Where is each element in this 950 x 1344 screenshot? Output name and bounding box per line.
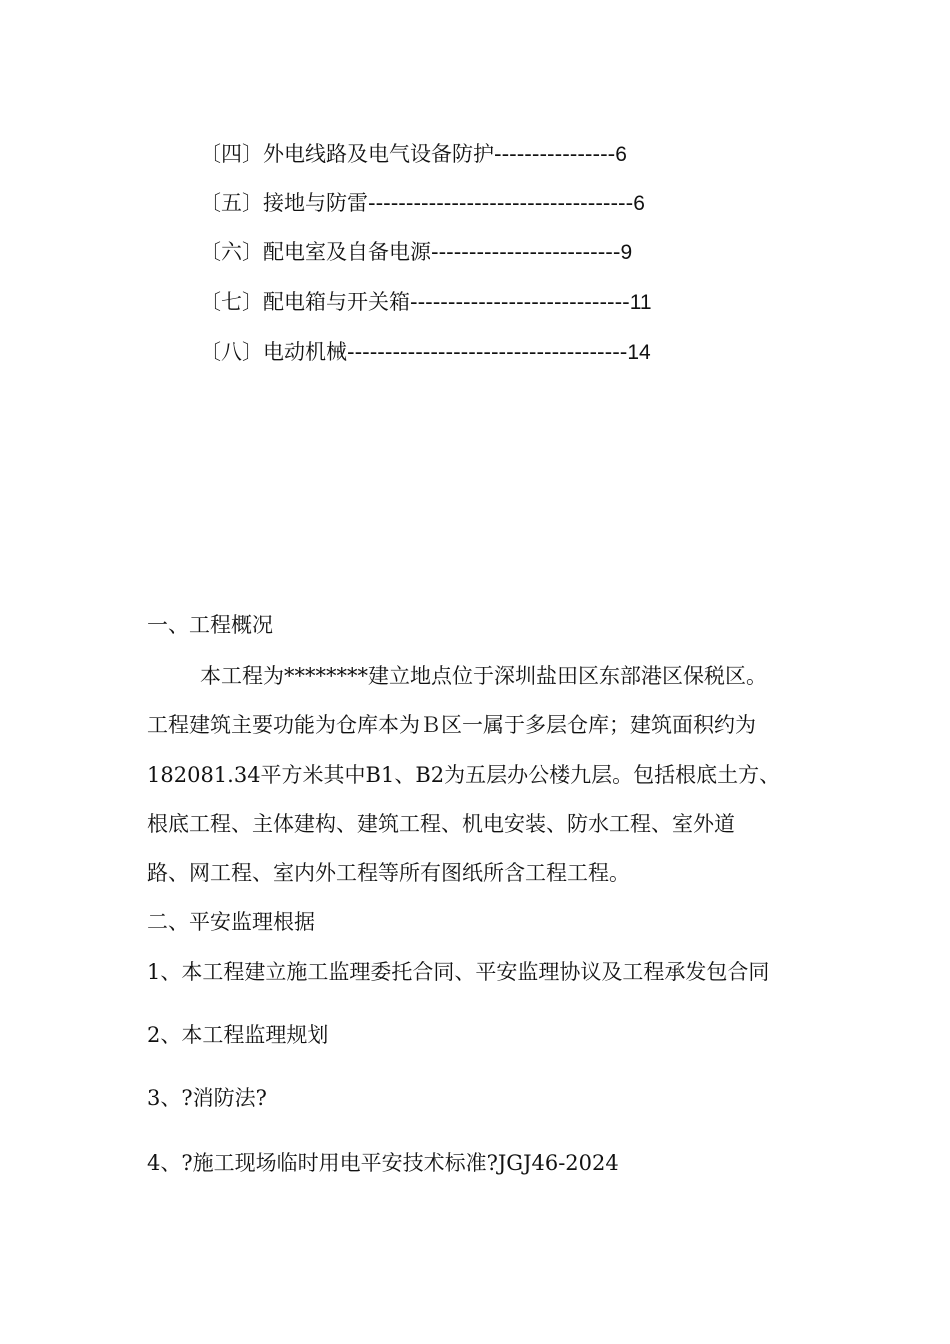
paragraph-line: 根底工程、主体建构、建筑工程、机电安装、防水工程、室外道 [147,812,735,836]
toc-leader: ---------------- [494,142,616,166]
toc-marker: 〔七〕 [200,290,263,314]
toc-page-number: 6 [633,192,645,215]
toc-marker: 〔八〕 [200,340,263,364]
paragraph-line: 路、网工程、室内外工程等所有图纸所含工程工程。 [147,861,630,885]
toc-title: 电动机械 [263,340,347,364]
toc-title: 配电箱与开关箱 [263,290,410,314]
basis-list-item: 3、?消防法? [147,1086,267,1110]
paragraph-line: 本工程为********建立地点位于深圳盐田区东部港区保税区。 [200,664,767,688]
toc-entry-5 [200,187,645,217]
basis-list-item: 1、本工程建立施工监理委托合同、平安监理协议及工程承发包合同 [147,960,770,984]
toc-leader: ------------------------- [431,240,621,264]
section-heading-overview: 一、工程概况 [147,613,273,637]
toc-entry-8 [200,336,651,366]
toc-title: 配电室及自备电源 [263,240,431,264]
toc-page-number: 6 [615,143,627,166]
basis-list-item: 2、本工程监理规划 [147,1023,329,1047]
toc-page-number: 11 [629,291,652,314]
paragraph-line: 工程建筑主要功能为仓库本为Ｂ区一属于多层仓库；建筑面积约为 [147,713,756,737]
toc-leader: ----------------------------------- [368,191,634,215]
toc-entry-4 [200,138,627,168]
toc-marker: 〔六〕 [200,240,263,264]
toc-page-number: 14 [627,341,651,364]
toc-title: 接地与防雷 [263,191,368,215]
toc-marker: 〔四〕 [200,142,263,166]
toc-page-number: 9 [620,241,633,264]
toc-leader: ----------------------------- [410,290,630,314]
toc-leader: ------------------------------------- [347,340,628,364]
basis-list-item: 4、?施工现场临时用电平安技术标准?JGJ46-2024 [147,1151,619,1175]
toc-entry-6 [200,236,632,266]
toc-entry-7 [200,286,652,316]
toc-title: 外电线路及电气设备防护 [263,142,494,166]
section-heading-basis: 二、平安监理根据 [147,910,315,934]
toc-marker: 〔五〕 [200,191,263,215]
paragraph-line: 182081.34平方米其中B1、B2为五层办公楼九层。包括根底土方、 [147,763,781,787]
